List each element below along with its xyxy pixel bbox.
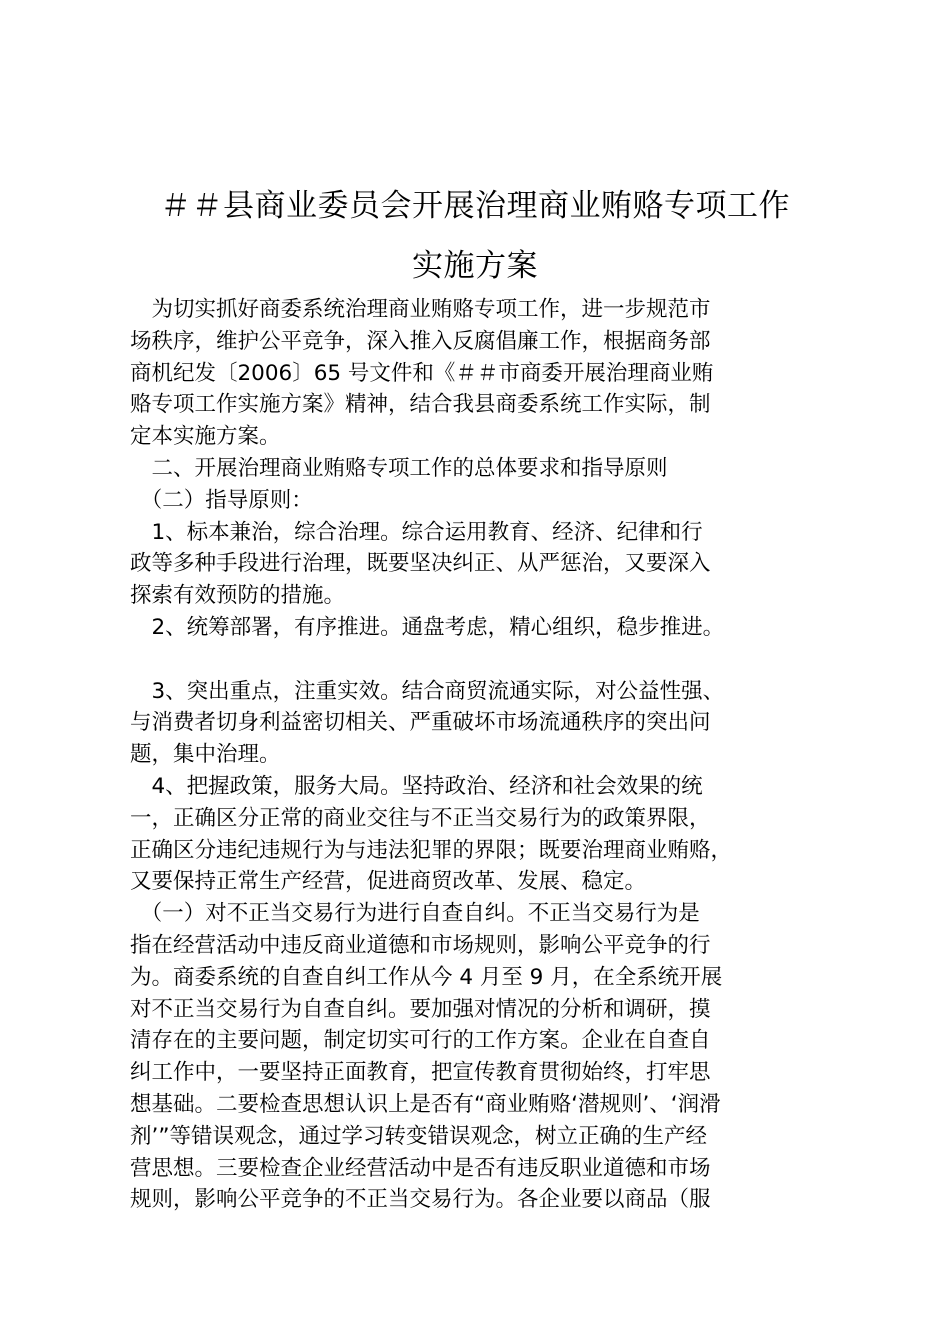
body-line: 与消费者切身利益密切相关、严重破坏市场流通秩序的突出问 [130,710,711,736]
body-line: 对不正当交易行为自查自纠。要加强对情况的分析和调研，摸 [130,996,711,1022]
body-line: 指在经营活动中违反商业道德和市场规则，影响公平竞争的行 [130,932,711,958]
body-line: 题，集中治理。 [130,742,281,768]
body-line: 为。商委系统的自查自纠工作从今 4 月至 9 月，在全系统开展 [130,964,723,990]
body-line: 场秩序，维护公平竞争，深入推入反腐倡廉工作，根据商务部 [130,328,711,354]
body-line: 赂专项工作实施方案》精神，结合我县商委系统工作实际，制 [130,392,711,418]
body-line: 纠工作中，一要坚持正面教育，把宣传教育贯彻始终，打牢思 [130,1060,711,1086]
body-line: 营思想。三要检查企业经营活动中是否有违反职业道德和市场 [130,1155,711,1181]
subsection-heading: （二）指导原则： [130,487,313,513]
body-line: 一，正确区分正常的商业交往与不正当交易行为的政策界限， [130,805,711,831]
document-title-line-2: 实施方案 [412,248,538,284]
body-line: 定本实施方案。 [130,424,281,450]
body-line: 2、统筹部署，有序推进。通盘考虑，精心组织，稳步推进。 [130,614,725,640]
section-heading: 二、开展治理商业贿赂专项工作的总体要求和指导原则 [130,455,668,481]
document-title-line-1: ＃＃县商业委员会开展治理商业贿赂专项工作 [160,188,790,224]
body-line: 清存在的主要问题，制定切实可行的工作方案。企业在自查自 [130,1028,711,1054]
body-line: 政等多种手段进行治理，既要坚决纠正、从严惩治，又要深入 [130,551,711,577]
body-line: 4、把握政策，服务大局。坚持政治、经济和社会效果的统 [130,773,703,799]
body-line: 商机纪发〔2006〕65 号文件和《＃＃市商委开展治理商业贿 [130,360,714,386]
body-line: 1、标本兼治，综合治理。综合运用教育、经济、纪律和行 [130,519,703,545]
body-line: 为切实抓好商委系统治理商业贿赂专项工作，进一步规范市 [130,297,711,322]
paragraph-spacer [130,644,842,676]
body-line: 剂’”等错误观念，通过学习转变错误观念，树立正确的生产经 [130,1123,707,1149]
body-line: （一）对不正当交易行为进行自查自纠。不正当交易行为是 [130,901,700,927]
body-line: 正确区分违纪违规行为与违法犯罪的界限；既要治理商业贿赂， [130,837,733,863]
body-line: 想基础。二要检查思想认识上是否有“商业贿赂‘潜规则’、‘润滑 [130,1091,721,1117]
body-line: 规则，影响公平竞争的不正当交易行为。各企业要以商品（服 [130,1187,711,1213]
document-body [130,294,842,1216]
body-line: 3、突出重点，注重实效。结合商贸流通实际，对公益性强、 [130,678,725,704]
body-line: 探索有效预防的措施。 [130,583,346,609]
body-line: 又要保持正常生产经营，促进商贸改革、发展、稳定。 [130,869,647,895]
